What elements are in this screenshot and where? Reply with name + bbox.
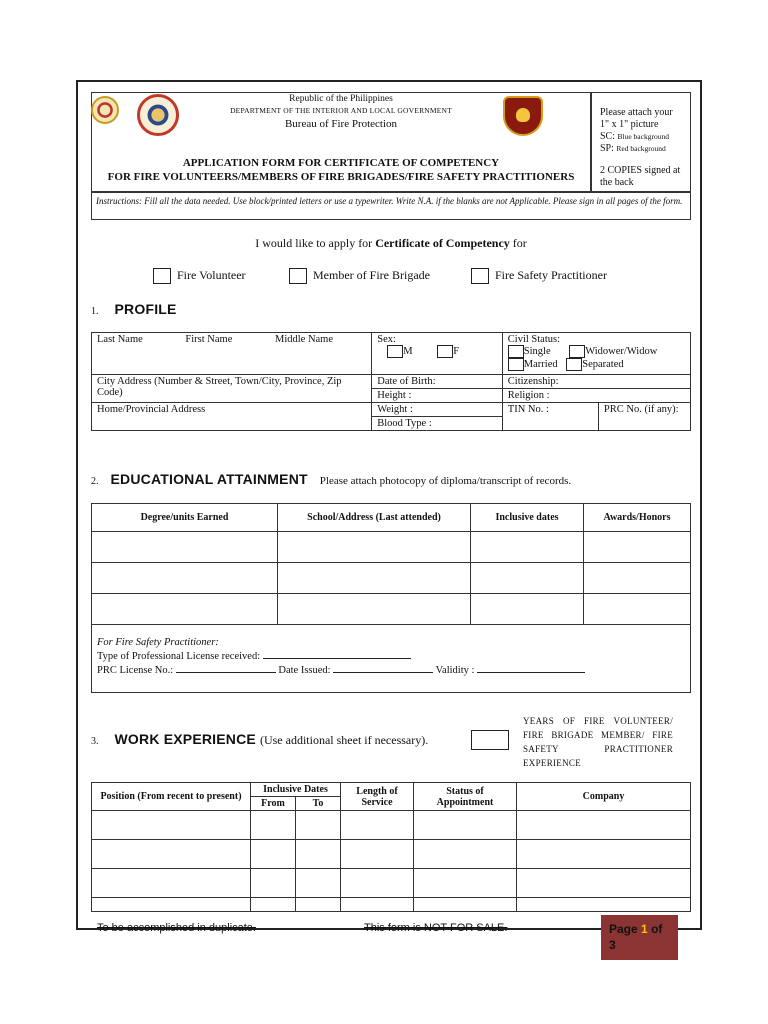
married-checkbox[interactable] bbox=[508, 358, 524, 371]
apply-suffix: for bbox=[512, 236, 527, 250]
photo-attach-box bbox=[591, 92, 691, 192]
apply-certificate: Certificate of Competency bbox=[375, 236, 510, 250]
sp-label: SP: bbox=[600, 143, 614, 154]
cell[interactable] bbox=[92, 840, 251, 869]
prc-cell[interactable]: PRC No. (if any): bbox=[598, 403, 690, 431]
footer-duplicate: To be accomplished in duplicate. bbox=[97, 922, 256, 934]
bureau-text: Bureau of Fire Protection bbox=[284, 118, 398, 130]
cell[interactable] bbox=[278, 532, 471, 563]
apply-prefix: I would like to apply for bbox=[255, 236, 373, 250]
sex-m-label: M bbox=[403, 345, 413, 357]
middle-name-label: Middle Name bbox=[274, 334, 334, 345]
sex-f-label: F bbox=[453, 345, 460, 357]
single-label: Single bbox=[523, 345, 551, 357]
cell[interactable] bbox=[471, 532, 584, 563]
home-address-cell[interactable]: Home/Provincial Address bbox=[92, 403, 372, 431]
cell[interactable] bbox=[584, 563, 691, 594]
date-issued-field[interactable] bbox=[333, 662, 433, 673]
cell[interactable] bbox=[92, 811, 251, 840]
height-cell[interactable]: Height : bbox=[372, 389, 503, 403]
table-row bbox=[92, 594, 691, 625]
table-row bbox=[92, 563, 691, 594]
validity-field[interactable] bbox=[477, 662, 585, 673]
education-table bbox=[91, 503, 691, 693]
sex-f-checkbox[interactable] bbox=[437, 345, 453, 358]
work-note: (Use additional sheet if necessary). bbox=[259, 733, 429, 747]
table-row bbox=[92, 811, 691, 840]
apply-line bbox=[91, 236, 691, 251]
prc-license-label: PRC License No.: bbox=[97, 665, 174, 676]
header-to: To bbox=[296, 797, 341, 811]
sc-label: SC: bbox=[600, 131, 616, 142]
cell[interactable] bbox=[92, 594, 278, 625]
first-name-label: First Name bbox=[185, 334, 233, 345]
years-experience-label: YEARS OF FIRE VOLUNTEER/ FIRE BRIGADE MEMBER/ FIRE SAFETY PRACTITIONER EXPERIENCE bbox=[523, 716, 673, 768]
header-degree: Degree/units Earned bbox=[92, 504, 278, 532]
sp-text: Red background bbox=[616, 144, 666, 153]
profile-table bbox=[91, 332, 691, 431]
cell[interactable] bbox=[251, 898, 296, 912]
cell[interactable] bbox=[278, 594, 471, 625]
single-checkbox[interactable] bbox=[508, 345, 524, 358]
dob-cell[interactable]: Date of Birth: bbox=[372, 375, 503, 389]
table-row bbox=[92, 532, 691, 563]
photo-line1: Please attach your bbox=[600, 107, 673, 118]
option-member-fire-brigade[interactable] bbox=[289, 268, 430, 284]
header-school: School/Address (Last attended) bbox=[278, 504, 471, 532]
cell[interactable] bbox=[517, 811, 691, 840]
years-experience-box[interactable] bbox=[471, 730, 509, 750]
married-label: Married bbox=[523, 358, 558, 370]
cell[interactable] bbox=[517, 898, 691, 912]
cell[interactable] bbox=[517, 869, 691, 898]
form-title-line2: FOR FIRE VOLUNTEERS/MEMBERS OF FIRE BRIGADES/FIRE SAFETY PRACTITIONERS bbox=[107, 171, 575, 183]
cell[interactable] bbox=[341, 869, 414, 898]
header-inclusive-dates: Inclusive Dates bbox=[251, 783, 341, 797]
republic-text: Republic of the Philippines bbox=[289, 94, 393, 104]
name-cell[interactable] bbox=[92, 333, 372, 375]
last-name-label: Last Name bbox=[97, 334, 143, 345]
widower-label: Widower/Widow bbox=[585, 345, 658, 357]
citizenship-cell[interactable]: Citizenship: bbox=[502, 375, 690, 389]
cell[interactable] bbox=[92, 898, 251, 912]
page-number-box bbox=[601, 915, 678, 960]
cell[interactable] bbox=[414, 898, 517, 912]
header-status: Status of Appointment bbox=[414, 783, 517, 811]
profile-heading bbox=[91, 301, 177, 319]
section-number: 3. bbox=[91, 736, 99, 747]
cell[interactable] bbox=[92, 563, 278, 594]
section-title: WORK EXPERIENCE bbox=[114, 731, 256, 747]
section-number: 1. bbox=[91, 306, 99, 317]
option-label: Fire Safety Practitioner bbox=[495, 268, 607, 282]
checkbox[interactable] bbox=[471, 268, 489, 284]
cell[interactable] bbox=[471, 594, 584, 625]
checkbox[interactable] bbox=[153, 268, 171, 284]
header-company: Company bbox=[517, 783, 691, 811]
form-title-line1: APPLICATION FORM FOR CERTIFICATE OF COMPETENCY bbox=[182, 157, 500, 169]
cell[interactable] bbox=[414, 869, 517, 898]
work-table bbox=[91, 782, 691, 912]
page-total: 3 bbox=[609, 938, 616, 952]
department-text: DEPARTMENT OF THE INTERIOR AND LOCAL GOVERNMENT bbox=[230, 106, 452, 115]
cell[interactable] bbox=[278, 563, 471, 594]
option-label: Fire Volunteer bbox=[177, 268, 246, 282]
prc-license-field[interactable] bbox=[176, 662, 276, 673]
license-type-field[interactable] bbox=[263, 648, 411, 659]
option-fire-volunteer[interactable] bbox=[153, 268, 246, 284]
footer-not-for-sale: This form is NOT FOR SALE. bbox=[364, 922, 508, 934]
sex-m-checkbox[interactable] bbox=[387, 345, 403, 358]
cell[interactable] bbox=[414, 811, 517, 840]
cell[interactable] bbox=[471, 563, 584, 594]
sc-text: Blue background bbox=[617, 132, 669, 141]
date-issued-label: Date Issued: bbox=[278, 665, 331, 676]
separated-label: Separated bbox=[582, 358, 624, 370]
validity-label: Validity : bbox=[435, 665, 475, 676]
cell[interactable] bbox=[92, 869, 251, 898]
work-heading bbox=[91, 731, 428, 749]
photo-line2: 1" x 1" picture bbox=[600, 119, 659, 130]
page-prefix: Page bbox=[609, 922, 638, 936]
instructions-box: Instructions: Fill all the data needed. Use block/printed letters or use a typewriter. Write N.A. if the blanks are not Applicable. Please sign in all pages of the form. bbox=[91, 192, 691, 220]
fsp-label: For Fire Safety Practitioner: bbox=[97, 637, 219, 648]
header-dates: Inclusive dates bbox=[471, 504, 584, 532]
cell[interactable] bbox=[296, 869, 341, 898]
page-current: 1 bbox=[641, 922, 648, 936]
section-number: 2. bbox=[91, 476, 99, 487]
option-fire-safety-practitioner[interactable] bbox=[471, 268, 607, 284]
header-length: Length of Service bbox=[341, 783, 414, 811]
table-row bbox=[92, 869, 691, 898]
religion-cell[interactable]: Religion : bbox=[502, 389, 690, 403]
weight-cell[interactable]: Weight : bbox=[372, 403, 503, 417]
education-heading bbox=[91, 471, 571, 489]
cell[interactable] bbox=[517, 840, 691, 869]
copies-text: 2 COPIES signed at the back bbox=[600, 165, 681, 188]
tin-cell[interactable]: TIN No. : bbox=[502, 403, 598, 431]
city-address-cell[interactable]: City Address (Number & Street, Town/City, Province, Zip Code) bbox=[92, 375, 372, 403]
header-awards: Awards/Honors bbox=[584, 504, 691, 532]
education-note: Please attach photocopy of diploma/transcript of records. bbox=[319, 475, 572, 487]
cell[interactable] bbox=[341, 811, 414, 840]
cell[interactable] bbox=[251, 869, 296, 898]
header-position: Position (From recent to present) bbox=[92, 783, 251, 811]
cell[interactable] bbox=[251, 811, 296, 840]
cell[interactable] bbox=[296, 840, 341, 869]
cell[interactable] bbox=[584, 594, 691, 625]
cell[interactable] bbox=[414, 840, 517, 869]
cell[interactable] bbox=[296, 811, 341, 840]
table-row bbox=[92, 840, 691, 869]
separated-checkbox[interactable] bbox=[566, 358, 582, 371]
blood-type-cell[interactable]: Blood Type : bbox=[372, 417, 503, 431]
fsp-section bbox=[92, 625, 691, 693]
option-label: Member of Fire Brigade bbox=[313, 268, 430, 282]
header-from: From bbox=[251, 797, 296, 811]
cell[interactable] bbox=[341, 898, 414, 912]
section-title: EDUCATIONAL ATTAINMENT bbox=[110, 471, 308, 487]
license-type-label: Type of Professional License received: bbox=[97, 651, 261, 662]
checkbox[interactable] bbox=[289, 268, 307, 284]
widower-checkbox[interactable] bbox=[569, 345, 585, 358]
page-of: of bbox=[651, 922, 663, 936]
table-row bbox=[92, 898, 691, 912]
sex-label: Sex: bbox=[377, 334, 396, 345]
cell[interactable] bbox=[584, 532, 691, 563]
section-title: PROFILE bbox=[114, 301, 177, 317]
cell[interactable] bbox=[296, 898, 341, 912]
cell[interactable] bbox=[341, 840, 414, 869]
civil-status-cell bbox=[502, 333, 690, 375]
civil-status-label: Civil Status: bbox=[507, 334, 560, 345]
sex-cell bbox=[372, 333, 503, 375]
cell[interactable] bbox=[92, 532, 278, 563]
cell[interactable] bbox=[251, 840, 296, 869]
